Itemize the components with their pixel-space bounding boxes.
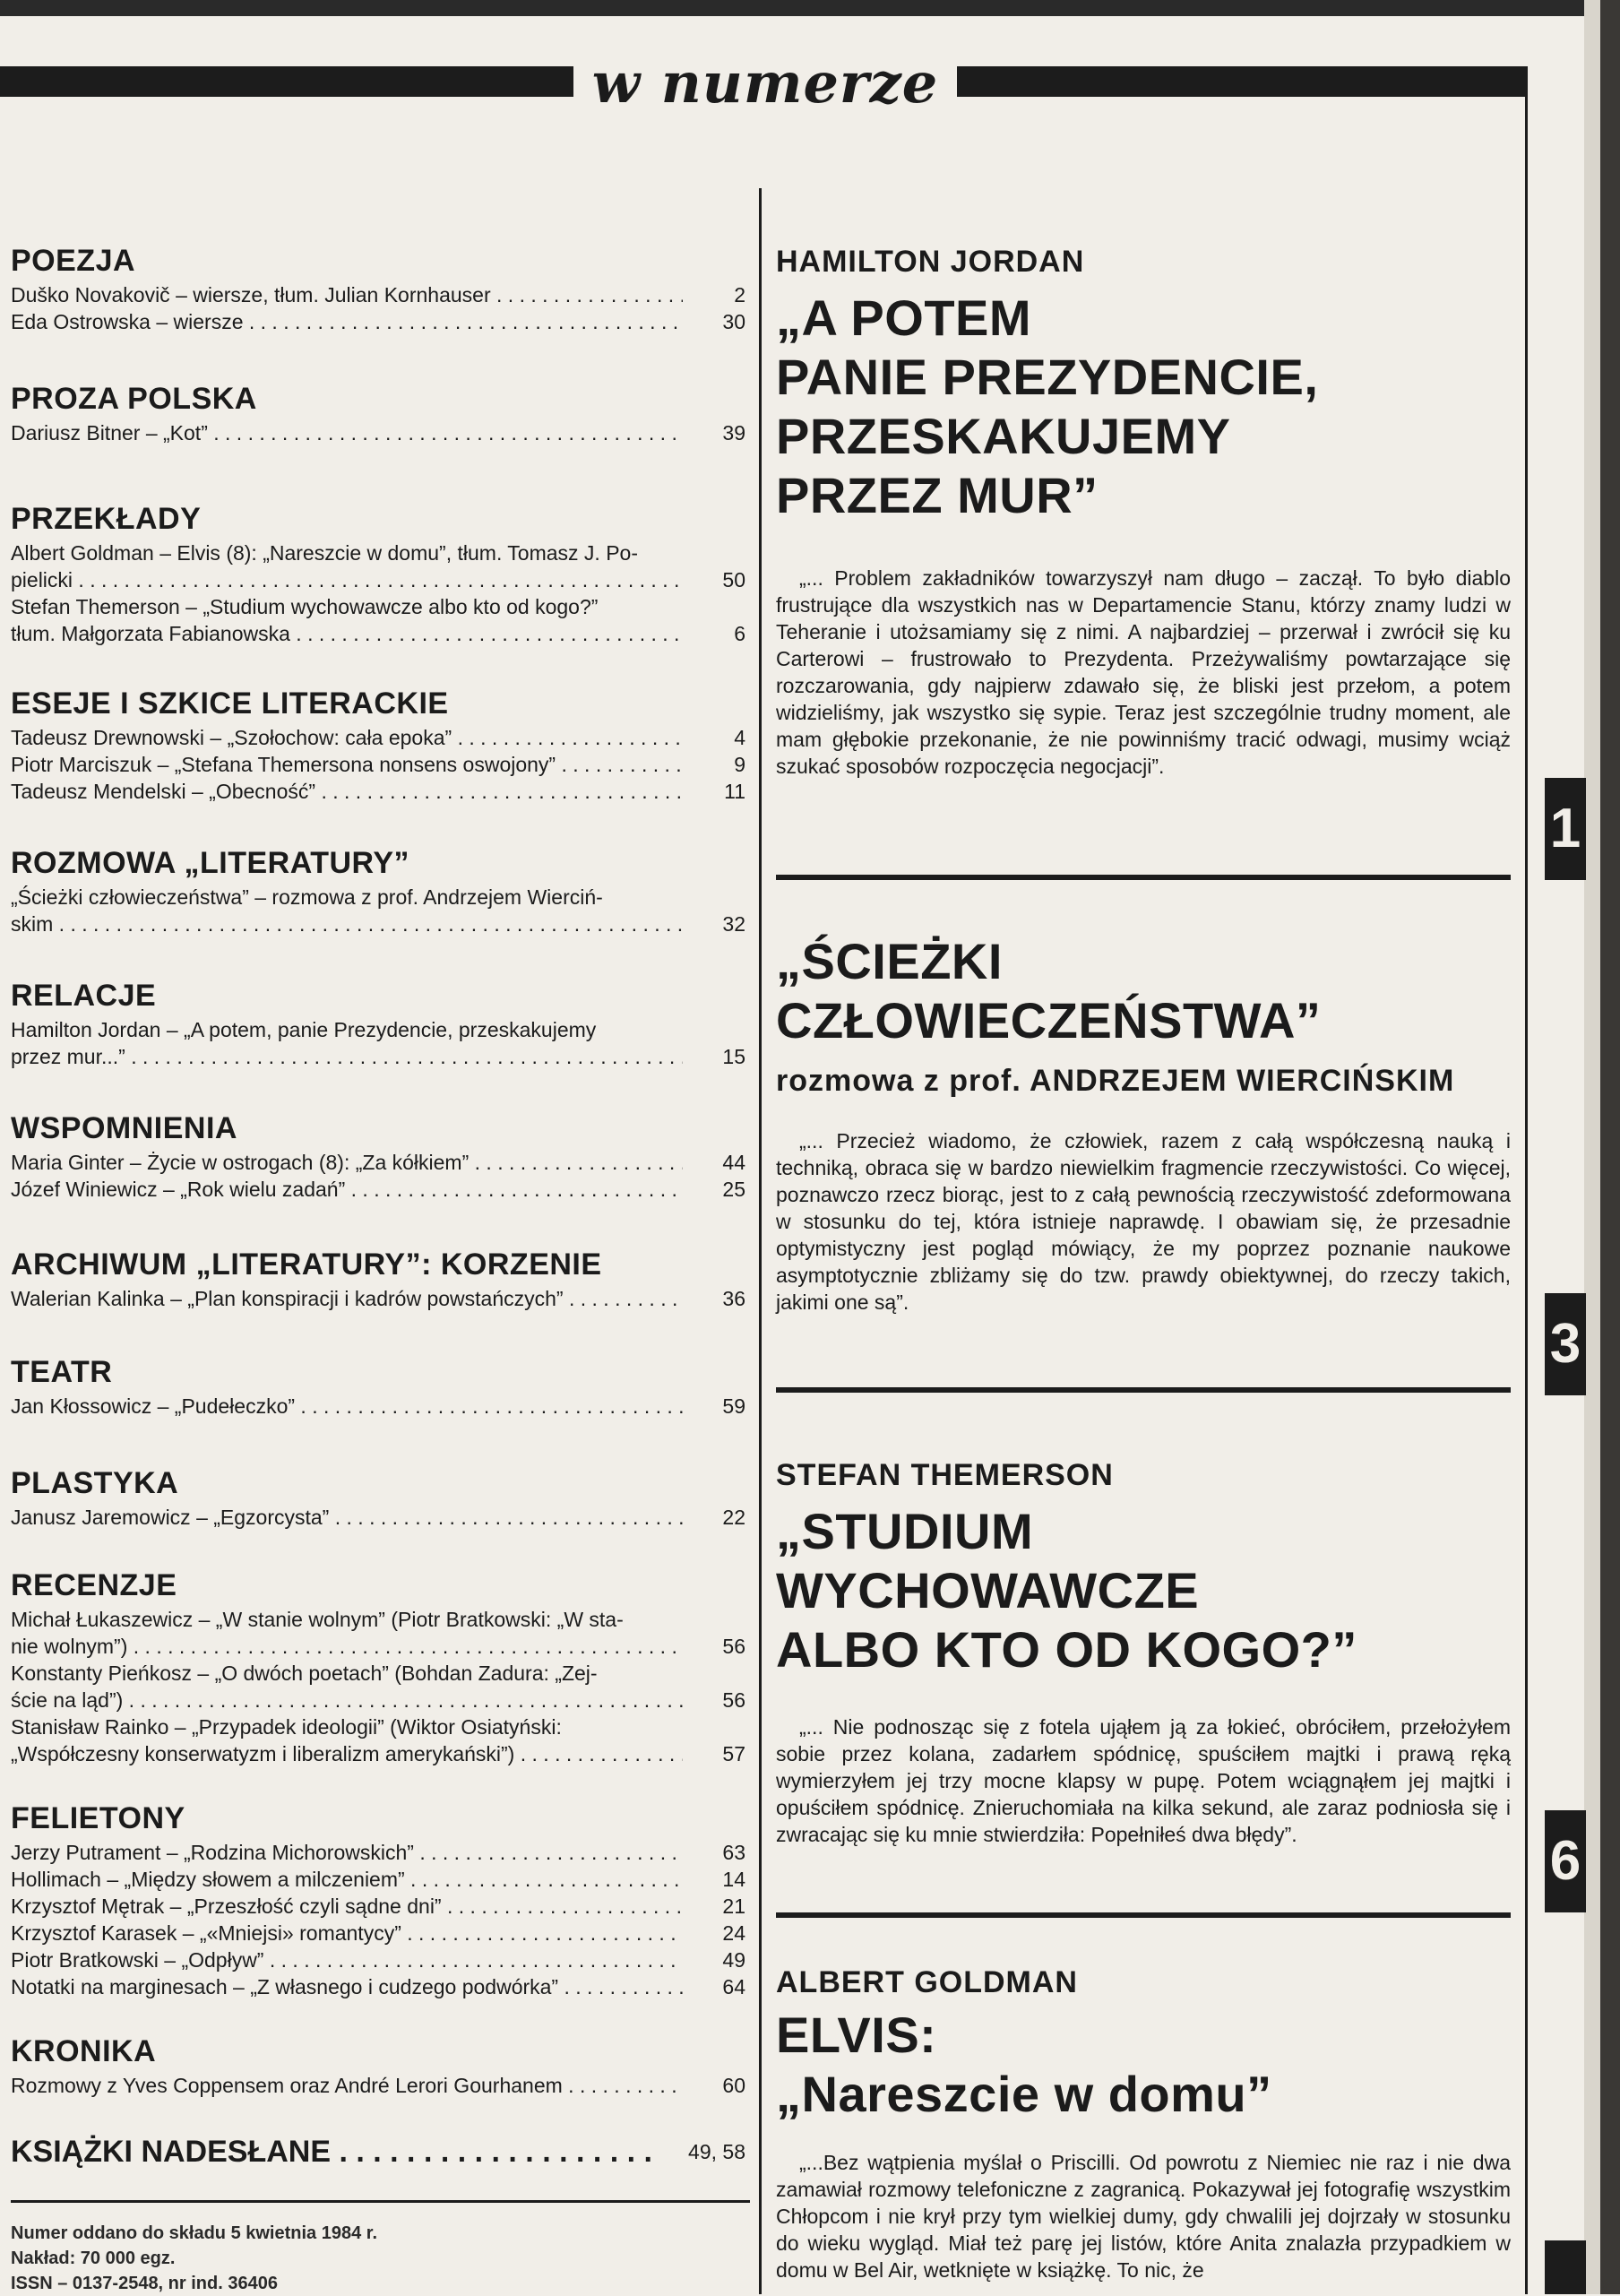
toc-entry bbox=[11, 1660, 745, 1687]
article-wiercinski bbox=[776, 932, 1511, 1316]
toc-entry bbox=[11, 1973, 745, 2000]
page-tab: 1 bbox=[1545, 778, 1586, 880]
toc-section-proza-polska bbox=[11, 378, 745, 446]
toc-entry bbox=[11, 1016, 745, 1043]
entry-page: 49 bbox=[722, 1948, 745, 1972]
article-jordan bbox=[776, 242, 1511, 780]
entry-page: 36 bbox=[722, 1287, 745, 1310]
toc-entry bbox=[11, 566, 745, 593]
entry-text: nie wolnym”) . . . bbox=[11, 1633, 683, 1660]
article-headline bbox=[776, 1502, 1511, 1679]
entry-text: skim . . . bbox=[11, 911, 683, 937]
entry-text: Jan Kłossowicz – „Pudełeczko” . . . bbox=[11, 1393, 683, 1420]
toc-section-relacje bbox=[11, 975, 745, 1070]
page-title: w numerze bbox=[591, 50, 939, 116]
entry-page: 22 bbox=[722, 1506, 745, 1529]
entry-page: 63 bbox=[722, 1841, 745, 1864]
article-excerpt: „... Przecież wiadomo, że człowiek, razem z całą współczesną nauką i techniką, obraca się w bardzo niewielkim fragmencie rzeczywistości. Co więcej, poznawczo rzecz biorąc, jest to z całą pewnością rzeczywistość zdeformowana w stosunku do tej, która istnieje naprawdę. I obawiam się, że przesadnie optymistyczny jest pogląd mówiący, że my poprzez poznanie naukowe asymptotycznie zbliżamy się do tzw. prawdy obiektywnej, do rzeczy takich, jakimi one są”. bbox=[776, 1129, 1511, 1314]
toc-section-archiwum bbox=[11, 1244, 745, 1312]
article-headline bbox=[776, 2006, 1511, 2124]
entry-page: 44 bbox=[722, 1151, 745, 1174]
entry-page: 56 bbox=[722, 1688, 745, 1712]
entry-text: Michał Łukaszewicz – „W stanie wolnym” (Piotr Bratkowski: „W sta- bbox=[11, 1608, 624, 1631]
headline-line: PANIE PREZYDENCIE, bbox=[776, 349, 1319, 405]
entry-text: Dariusz Bitner – „Kot” . . . bbox=[11, 419, 683, 446]
entry-text: ście na ląd”) . . . bbox=[11, 1687, 683, 1713]
entry-page: 24 bbox=[722, 1921, 745, 1945]
entry-text: Stefan Themerson – „Studium wychowawcze albo kto od kogo?” bbox=[11, 595, 599, 618]
banner-bar-right bbox=[957, 66, 1528, 97]
section-heading: RELACJE bbox=[11, 979, 157, 1013]
imprint-line: ISSN – 0137-2548, nr ind. 36406 bbox=[11, 2274, 278, 2293]
section-heading: ARCHIWUM „LITERATURY”: KORZENIE bbox=[11, 1247, 602, 1282]
article-goldman bbox=[776, 1963, 1511, 2283]
toc-section-poezja bbox=[11, 240, 745, 335]
article-author: ALBERT GOLDMAN bbox=[776, 1965, 1078, 1999]
toc-entry bbox=[11, 911, 745, 937]
frame-right-line bbox=[1525, 97, 1528, 2294]
entry-text: Duško Novakovič – wiersze, tłum. Julian Kornhauser . . . bbox=[11, 281, 683, 308]
toc-entry bbox=[11, 1504, 745, 1531]
entry-page: 9 bbox=[734, 753, 745, 776]
headline-line: ELVIS: bbox=[776, 2007, 937, 2063]
entry-page: 49, 58 bbox=[688, 2140, 745, 2163]
page-tab: 6 bbox=[1545, 1810, 1586, 1912]
entry-page: 30 bbox=[722, 310, 745, 333]
entry-page: 50 bbox=[722, 568, 745, 591]
page-top-edge bbox=[0, 0, 1620, 16]
toc-section-teatr bbox=[11, 1351, 745, 1420]
imprint-line: Numer oddano do składu 5 kwietnia 1984 r. bbox=[11, 2223, 378, 2243]
article-excerpt: „... Nie podnosząc się z fotela ująłem ją za łokieć, obróciłem, przełożyłem sobie przez kolana, zadarłem spódnicę, spuściłem majtki i prawą ręką wymierzyłem jej trzy mocne klapsy w pupę. Potem wciągnąłem jej majtki i opuściłem spódnicę. Znieruchomiała na kilka sekund, ale zaraz podniosła się i zwracając się ku mnie stwierdziła: Popełniłeś dwa błędy”. bbox=[776, 1715, 1511, 1846]
footer-rule bbox=[11, 2200, 750, 2203]
headline-line: „STUDIUM bbox=[776, 1503, 1034, 1559]
section-heading: KSIĄŻKI NADESŁANE . . . bbox=[11, 2131, 656, 2172]
entry-page bbox=[683, 593, 745, 620]
section-heading: ROZMOWA „LITERATURY” bbox=[11, 846, 410, 880]
entry-text: Józef Winiewicz – „Rok wielu zadań” . . . bbox=[11, 1176, 683, 1203]
toc-entry bbox=[11, 1893, 745, 1920]
article-headline bbox=[776, 289, 1511, 525]
entry-page bbox=[683, 1016, 745, 1043]
toc-entry bbox=[11, 308, 745, 335]
entry-text: Maria Ginter – Życie w ostrogach (8): „Za kółkiem” . . . bbox=[11, 1149, 683, 1176]
toc-section-kronika bbox=[11, 2031, 745, 2099]
section-heading: TEATR bbox=[11, 1355, 113, 1389]
entry-page: 6 bbox=[734, 622, 745, 645]
entry-page: 39 bbox=[722, 421, 745, 445]
toc-entry bbox=[11, 778, 745, 805]
entry-page: 60 bbox=[722, 2074, 745, 2097]
entry-page bbox=[683, 884, 745, 911]
toc-entry bbox=[11, 1839, 745, 1866]
toc-entry bbox=[11, 281, 745, 308]
entry-text: Notatki na marginesach – „Z własnego i cudzego podwórka” . . . bbox=[11, 1973, 683, 2000]
toc-entry bbox=[11, 751, 745, 778]
entry-page: 32 bbox=[722, 912, 745, 936]
entry-text: tłum. Małgorzata Fabianowska . . . bbox=[11, 620, 683, 647]
entry-page: 57 bbox=[722, 1742, 745, 1765]
page-tab: 3 bbox=[1545, 1293, 1586, 1395]
entry-text: Krzysztof Karasek – „«Mniejsi» romantycy” . . . bbox=[11, 1920, 683, 1946]
section-heading: POEZJA bbox=[11, 244, 136, 278]
entry-text: Stanisław Rainko – „Przypadek ideologii” (Wiktor Osiatyński: bbox=[11, 1715, 562, 1739]
headline-line: ALBO KTO OD KOGO?” bbox=[776, 1621, 1357, 1678]
section-heading: RECENZJE bbox=[11, 1568, 177, 1602]
toc-entry bbox=[11, 724, 745, 751]
entry-text: „Ścieżki człowieczeństwa” – rozmowa z prof. Andrzejem Wierciń- bbox=[11, 885, 603, 909]
toc-entry bbox=[11, 1946, 745, 1973]
toc-entry bbox=[11, 1393, 745, 1420]
entry-text: Piotr Bratkowski – „Odpływ” . . . bbox=[11, 1946, 683, 1973]
article-excerpt: „... Problem zakładników towarzyszył nam długo – zaczął. To było diablo frustrujące dla wszystkich nas w Departamencie Stanu, którzy znamy ludzi w Teheranie i utożsamiamy się z nimi. A najbardziej – przerwał i zwrócił się ku Carterowi – frustrowało to Prezydenta. Przeżywaliśmy powtarzające się rozczarowania, gdy najpierw zdawało się, że bliski jest przełom, a potem widzieliśmy, jak wszystko się sypie. Teraz jest szczególnie trudny moment, ale mam głębokie przekonanie, że nie powinniśmy tracić odwagi, musimy wciąż szukać sposobów rozpoczęcia negocjacji”. bbox=[776, 566, 1511, 778]
entry-text: Janusz Jaremowicz – „Egzorcysta” . . . bbox=[11, 1504, 683, 1531]
toc-entry bbox=[11, 884, 745, 911]
toc-section-recenzje bbox=[11, 1565, 745, 1767]
toc-entry bbox=[11, 1285, 745, 1312]
imprint bbox=[11, 2221, 745, 2296]
toc-entry bbox=[11, 2131, 745, 2172]
entry-text: Jerzy Putrament – „Rodzina Michorowskich” . . . bbox=[11, 1839, 683, 1866]
entry-page bbox=[683, 539, 745, 566]
article-rule bbox=[776, 1387, 1511, 1393]
entry-text: Tadeusz Mendelski – „Obecność” . . . bbox=[11, 778, 683, 805]
entry-text: Walerian Kalinka – „Plan konspiracji i kadrów powstańczych” . . . bbox=[11, 1285, 683, 1312]
headline-line: PRZEZ MUR” bbox=[776, 467, 1099, 523]
toc-entry bbox=[11, 1740, 745, 1767]
entry-text: Krzysztof Mętrak – „Przeszłość czyli sądne dni” . . . bbox=[11, 1893, 683, 1920]
toc-entry bbox=[11, 2072, 745, 2099]
imprint-line: Nakład: 70 000 egz. bbox=[11, 2249, 176, 2268]
toc-entry bbox=[11, 1176, 745, 1203]
entry-text: pielicki . . . bbox=[11, 566, 683, 593]
entry-page bbox=[683, 1713, 745, 1740]
entry-text: przez mur...” . . . bbox=[11, 1043, 683, 1070]
section-heading: KRONIKA bbox=[11, 2034, 157, 2068]
page-right-edge bbox=[1600, 0, 1620, 2294]
section-heading: PLASTYKA bbox=[11, 1466, 179, 1500]
article-headline bbox=[776, 932, 1511, 1050]
section-heading: PROZA POLSKA bbox=[11, 382, 257, 416]
entry-text: Piotr Marciszuk – „Stefana Themersona nonsens oswojony” . . . bbox=[11, 751, 683, 778]
toc-entry bbox=[11, 1866, 745, 1893]
headline-line: „Nareszcie w domu” bbox=[776, 2066, 1272, 2122]
headline-line: „ŚCIEŻKI bbox=[776, 933, 1003, 989]
entry-page: 2 bbox=[734, 283, 745, 306]
toc-entry bbox=[11, 1606, 745, 1633]
article-rule bbox=[776, 1912, 1511, 1918]
entry-page bbox=[683, 1606, 745, 1633]
column-divider bbox=[759, 188, 762, 2294]
entry-page: 14 bbox=[722, 1868, 745, 1891]
toc-entry bbox=[11, 419, 745, 446]
section-heading: FELIETONY bbox=[11, 1801, 185, 1835]
entry-page: 11 bbox=[724, 780, 745, 803]
entry-page: 25 bbox=[722, 1178, 745, 1201]
entry-page bbox=[683, 1660, 745, 1687]
section-heading: ESEJE I SZKICE LITERACKIE bbox=[11, 686, 449, 721]
section-heading: WSPOMNIENIA bbox=[11, 1111, 237, 1145]
toc-section-eseje bbox=[11, 683, 745, 805]
toc-section-rozmowa bbox=[11, 842, 745, 937]
page-binding-shadow bbox=[1584, 0, 1600, 2294]
page-tab bbox=[1545, 2240, 1586, 2294]
headline-line: „A POTEM bbox=[776, 289, 1032, 346]
entry-text: Konstanty Pieńkosz – „O dwóch poetach” (Bohdan Zadura: „Zej- bbox=[11, 1662, 598, 1685]
toc-entry bbox=[11, 1149, 745, 1176]
article-subtitle: rozmowa z prof. ANDRZEJEM WIERCIŃSKIM bbox=[776, 1064, 1455, 1098]
toc-entry bbox=[11, 539, 745, 566]
article-excerpt: „...Bez wątpienia myślał o Priscilli. Od powrotu z Niemiec nie raz i nie dwa zamawiał rozmowy telefoniczne z zagranicą. Pokazywał jej fotografię wszystkim Chłopcom i nie krył przy tym wielkiej dumy, gdy chwalili jej dojrzały w stosunku do wieku wygląd. Miał też parę jej listów, które Anita znalazła przypadkiem w domu w Bel Air, wetknięte w książkę. To nic, że bbox=[776, 2151, 1511, 2282]
entry-text: Hollimach – „Między słowem a milczeniem” . . . bbox=[11, 1866, 683, 1893]
entry-text: Hamilton Jordan – „A potem, panie Prezydencie, przeskakujemy bbox=[11, 1018, 597, 1041]
entry-text: Albert Goldman – Elvis (8): „Nareszcie w domu”, tłum. Tomasz J. Po- bbox=[11, 541, 639, 565]
headline-line: WYCHOWAWCZE bbox=[776, 1562, 1200, 1618]
entry-page: 21 bbox=[722, 1895, 745, 1918]
entry-text: „Współczesny konserwatyzm i liberalizm amerykański”) . . . bbox=[11, 1740, 683, 1767]
banner-bar-left bbox=[0, 66, 573, 97]
entry-page: 59 bbox=[722, 1394, 745, 1418]
header-banner bbox=[0, 50, 1528, 116]
toc-section-plastyka bbox=[11, 1463, 745, 1531]
entry-page: 56 bbox=[722, 1635, 745, 1658]
article-author: STEFAN THEMERSON bbox=[776, 1458, 1114, 1492]
article-themerson bbox=[776, 1455, 1511, 1848]
article-rule bbox=[776, 875, 1511, 880]
toc-entry bbox=[11, 593, 745, 620]
entry-page: 4 bbox=[734, 726, 745, 749]
toc-entry bbox=[11, 1687, 745, 1713]
entry-text: Eda Ostrowska – wiersze . . . bbox=[11, 308, 683, 335]
toc-section-ksiazki bbox=[11, 2131, 745, 2172]
entry-text: Rozmowy z Yves Coppensem oraz André Lerori Gourhanem . . . bbox=[11, 2072, 683, 2099]
toc-entry bbox=[11, 1713, 745, 1740]
entry-page: 64 bbox=[722, 1975, 745, 1998]
headline-line: CZŁOWIECZEŃSTWA” bbox=[776, 992, 1322, 1049]
entry-page: 15 bbox=[722, 1045, 745, 1068]
toc-entry bbox=[11, 1043, 745, 1070]
article-author: HAMILTON JORDAN bbox=[776, 245, 1085, 279]
entry-text: Tadeusz Drewnowski – „Szołochow: cała epoka” . . . bbox=[11, 724, 683, 751]
toc-entry bbox=[11, 620, 745, 647]
toc-entry bbox=[11, 1633, 745, 1660]
toc-section-felietony bbox=[11, 1798, 745, 2000]
toc-entry bbox=[11, 1920, 745, 1946]
toc-section-przeklady bbox=[11, 498, 745, 647]
section-heading: PRZEKŁADY bbox=[11, 502, 202, 536]
toc-section-wspomnienia bbox=[11, 1108, 745, 1203]
headline-line: PRZESKAKUJEMY bbox=[776, 408, 1231, 464]
